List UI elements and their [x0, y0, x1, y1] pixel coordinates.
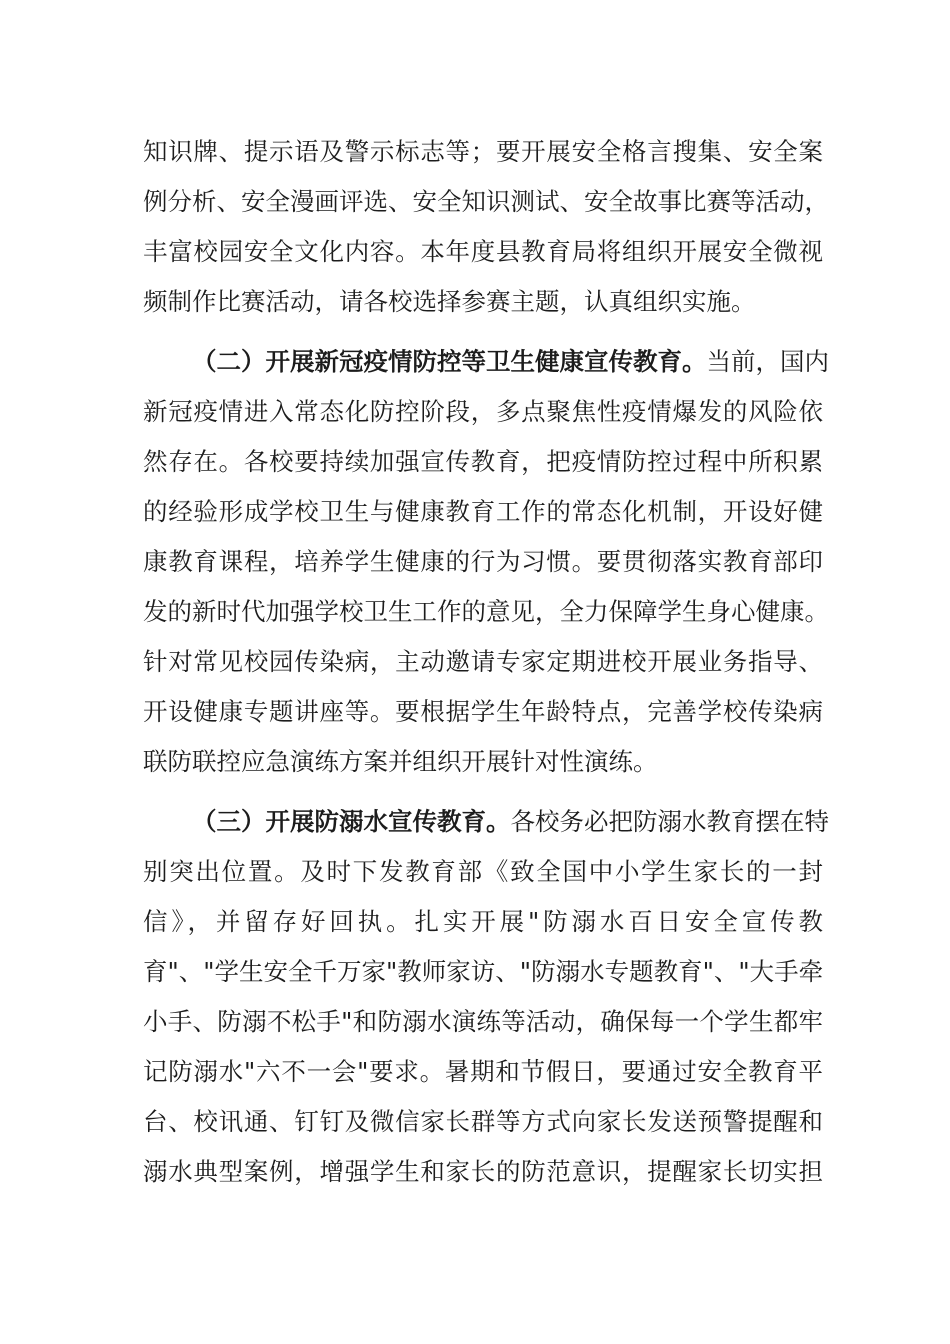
text-line: 育"、"学生安全千万家"教师家访、"防溺水专题教育"、"大手牵 [143, 957, 824, 986]
text-line: 频制作比赛活动，请各校选择参赛主题，认真组织实施。 [143, 287, 756, 316]
text-line: 的经验形成学校卫生与健康教育工作的常态化机制，开设好健 [143, 497, 823, 526]
text-line: 小手、防溺不松手"和防溺水演练等活动，确保每一个学生都牢 [143, 1007, 823, 1036]
text-line: 康教育课程，培养学生健康的行为习惯。要贯彻落实教育部印 [143, 547, 823, 576]
text-line: 台、校讯通、钉钉及微信家长群等方式向家长发送预警提醒和 [143, 1107, 823, 1136]
text-line: 别突出位置。及时下发教育部《致全国中小学生家长的一封 [143, 857, 823, 886]
heading-continuation: 各校务必把防溺水教育摆在特 [510, 807, 829, 836]
text-line: 记防溺水"六不一会"要求。暑期和节假日，要通过安全教育平 [143, 1057, 823, 1086]
text-line: 新冠疫情进入常态化防控阶段，多点聚焦性疫情爆发的风险依 [143, 397, 823, 426]
text-line [143, 337, 829, 387]
text-line: 然存在。各校要持续加强宣传教育，把疫情防控过程中所积累 [143, 447, 823, 476]
paragraph-health-education [143, 337, 829, 787]
text-line: 联防联控应急演练方案并组织开展针对性演练。 [143, 747, 658, 776]
paragraph-drowning-prevention [143, 797, 829, 1197]
section-heading: （二）开展新冠疫情防控等卫生健康宣传教育。 [192, 347, 707, 376]
heading-continuation: 当前，国内 [706, 347, 829, 376]
text-line: 开设健康专题讲座等。要根据学生年龄特点，完善学校传染病 [143, 697, 823, 726]
text-line: 知识牌、提示语及警示标志等；要开展安全格言搜集、安全案 [143, 137, 823, 166]
text-line: 例分析、安全漫画评选、安全知识测试、安全故事比赛等活动， [143, 187, 829, 216]
section-heading: （三）开展防溺水宣传教育。 [192, 807, 511, 836]
paragraph-safety-culture [143, 127, 829, 327]
text-line [143, 797, 829, 847]
text-line: 信》，并留存好回执。扎实开展"防溺水百日安全宣传教 [143, 907, 823, 936]
text-line: 针对常见校园传染病，主动邀请专家定期进校开展业务指导、 [143, 647, 823, 676]
text-line: 发的新时代加强学校卫生工作的意见，全力保障学生身心健康。 [143, 597, 829, 626]
text-line: 溺水典型案例，增强学生和家长的防范意识，提醒家长切实担 [143, 1157, 823, 1186]
text-line: 丰富校园安全文化内容。本年度县教育局将组织开展安全微视 [143, 237, 823, 266]
